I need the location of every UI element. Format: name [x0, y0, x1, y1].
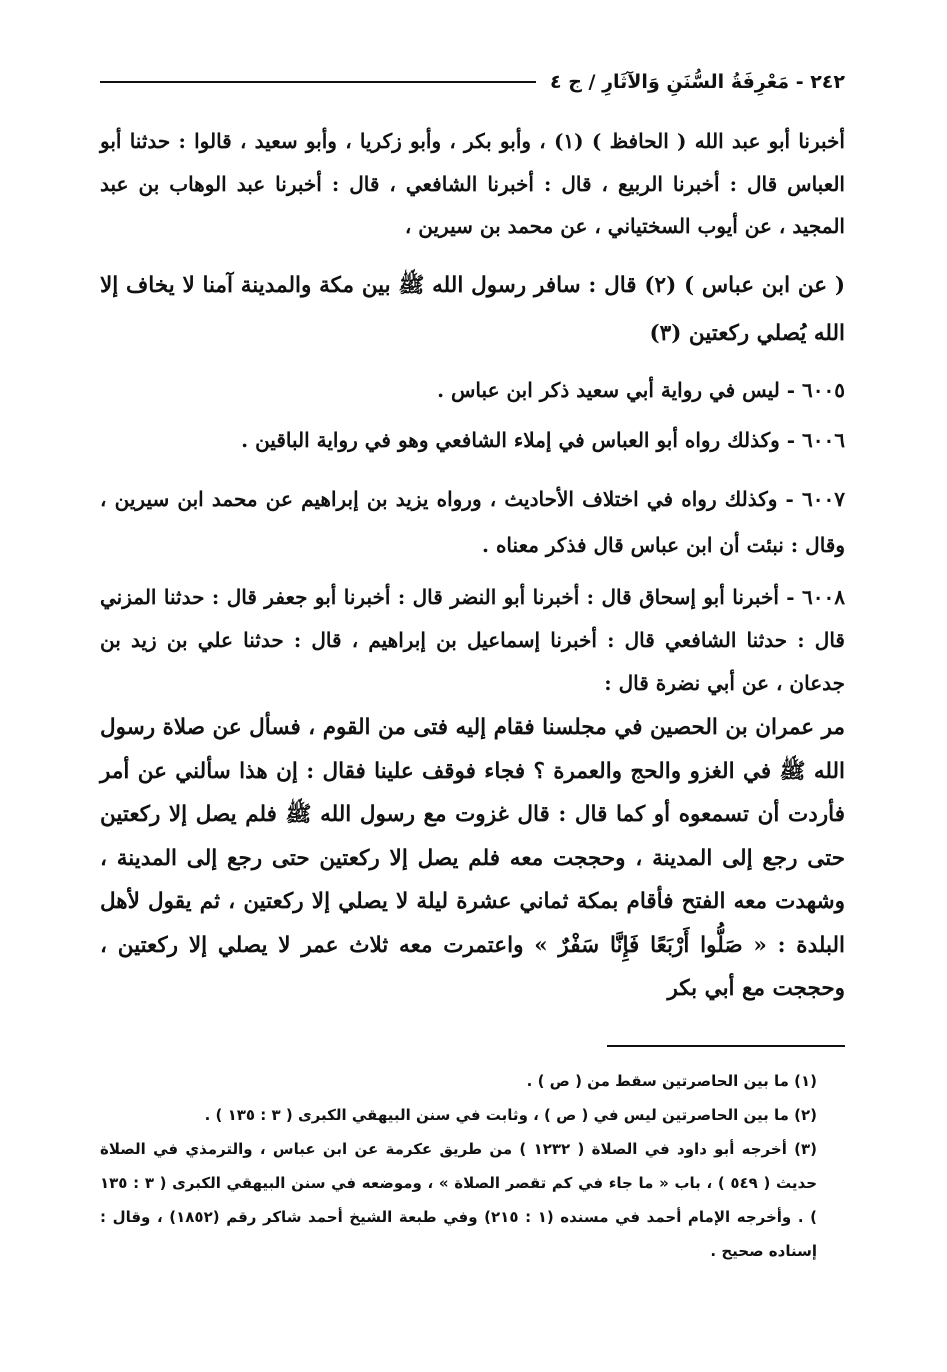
- header-rule: [100, 81, 536, 83]
- running-title: ٢٤٢ - مَعْرِفَةُ السُّنَنِ وَالآثَارِ / ج ٤: [549, 71, 845, 93]
- footnote-2: (٢) ما بين الحاصرتين ليس في ( ص ) ، وثابت في سنن البيهقي الكبرى ( ٣ : ١٣٥ ) .: [204, 1106, 817, 1124]
- footnote-rule: [607, 1045, 845, 1047]
- paragraph-isnad-1: أخبرنا أبو عبد الله ( الحافظ ) (١) ، وأبو بكر ، وأبو زكريا ، وأبو سعيد ، قالوا : حدثنا أبو العباس قال : أخبرنا الربيع ، قال : أخبرنا الشافعي ، قال : أخبرنا عبد الوهاب بن عبد المجيد ، عن أيوب السختياني ، عن محمد بن سيرين ،: [100, 129, 845, 238]
- paragraph-6008: ٦٠٠٨ - أخبرنا أبو إسحاق قال : أخبرنا أبو النضر قال : أخبرنا أبو جعفر قال : حدثنا المزني قال : حدثنا الشافعي قال : أخبرنا إسماعيل بن إبراهيم ، قال : حدثنا علي بن زيد بن جدعان ، عن أبي نضرة قال :: [100, 585, 845, 695]
- paragraph-matn-1: ( عن ابن عباس ) (٢) قال : سافر رسول الله ﷺ بين مكة والمدينة آمنا لا يخاف إلا الله يُصلي ركعتين (٣): [100, 273, 846, 346]
- paragraph-matn-2: مر عمران بن الحصين في مجلسنا فقام إليه فتى من القوم ، فسأل عن صلاة رسول الله ﷺ في الغزو والحج والعمرة ؟ فجاء فوقف علينا فقال : إن هذا سألني عن أمر فأردت أن تسمعوه أو كما قال : قال غزوت مع رسول الله ﷺ فلم يصل إلا ركعتين حتى رجع إلى المدينة ، وحججت معه فلم يصل إلا ركعتين حتى رجع إلى المدينة ، وشهدت معه الفتح فأقام بمكة ثماني عشرة ليلة لا يصلي إلا ركعتين ، ثم يقول لأهل البلدة : « صَلُّوا أَرْبَعًا فَإِنَّا سَفْرٌ » واعتمرت معه ثلاث عمر لا يصلي إلا ركعتين ، وحججت مع أبي بكر: [100, 715, 845, 1001]
- footnote-3: (٣) أخرجه أبو داود في الصلاة ( ١٢٣٢ ) من طريق عكرمة عن ابن عباس ، والترمذي في الصلاة حديث ( ٥٤٩ ) ، باب « ما جاء في كم تقصر الصلاة » ، وموضعه في سنن البيهقي الكبرى ( ٣ : ١٣٥ ) . وأخرجه الإمام أحمد في مسنده (١ : ٢١٥) وفي طبعة الشيخ أحمد شاكر رقم (١٨٥٢) ، وقال : إسناده صحيح .: [100, 1140, 818, 1260]
- footnote-1: (١) ما بين الحاصرتين سقط من ( ص ) .: [526, 1072, 817, 1090]
- paragraph-6005: ٦٠٠٥ - ليس في رواية أبي سعيد ذكر ابن عباس .: [437, 378, 845, 402]
- footnotes: [100, 1064, 845, 1268]
- paragraph-6006: ٦٠٠٦ - وكذلك رواه أبو العباس في إملاء الشافعي وهو في رواية الباقين .: [241, 428, 845, 452]
- paragraph-6007: ٦٠٠٧ - وكذلك رواه في اختلاف الأحاديث ، ورواه يزيد بن إبراهيم عن محمد ابن سيرين ، وقال : نبئت أن ابن عباس قال فذكر معناه .: [100, 487, 845, 557]
- page-header: [100, 62, 845, 102]
